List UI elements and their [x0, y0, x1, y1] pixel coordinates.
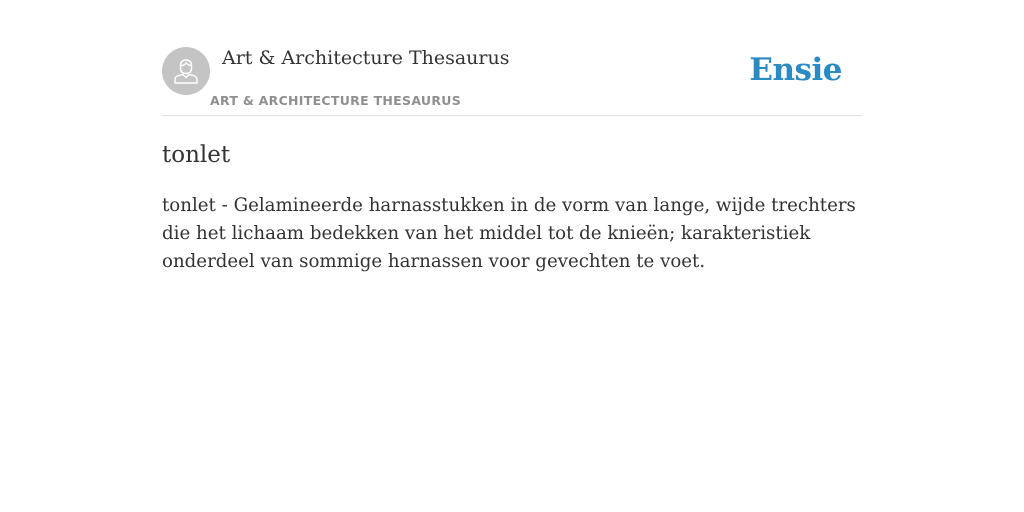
source-subtitle: ART & ARCHITECTURE THESAURUS — [210, 93, 462, 108]
ensie-logo[interactable]: Ensie — [749, 52, 842, 88]
page-container — [162, 0, 862, 272]
entry-definition: tonlet - Gelamineerde harnasstukken in de vorm van lange, wijde trechters die het lichaam bedekken van het middel tot de knieën; karakteristiek onderdeel van sommige harnassen voor gevechten te voet. — [162, 195, 856, 272]
entry-term: tonlet — [162, 142, 231, 168]
avatar[interactable] — [162, 47, 210, 95]
user-icon — [171, 56, 201, 86]
source-title-link[interactable]: Art & Architecture Thesaurus — [222, 47, 510, 69]
entry-header — [162, 0, 862, 116]
